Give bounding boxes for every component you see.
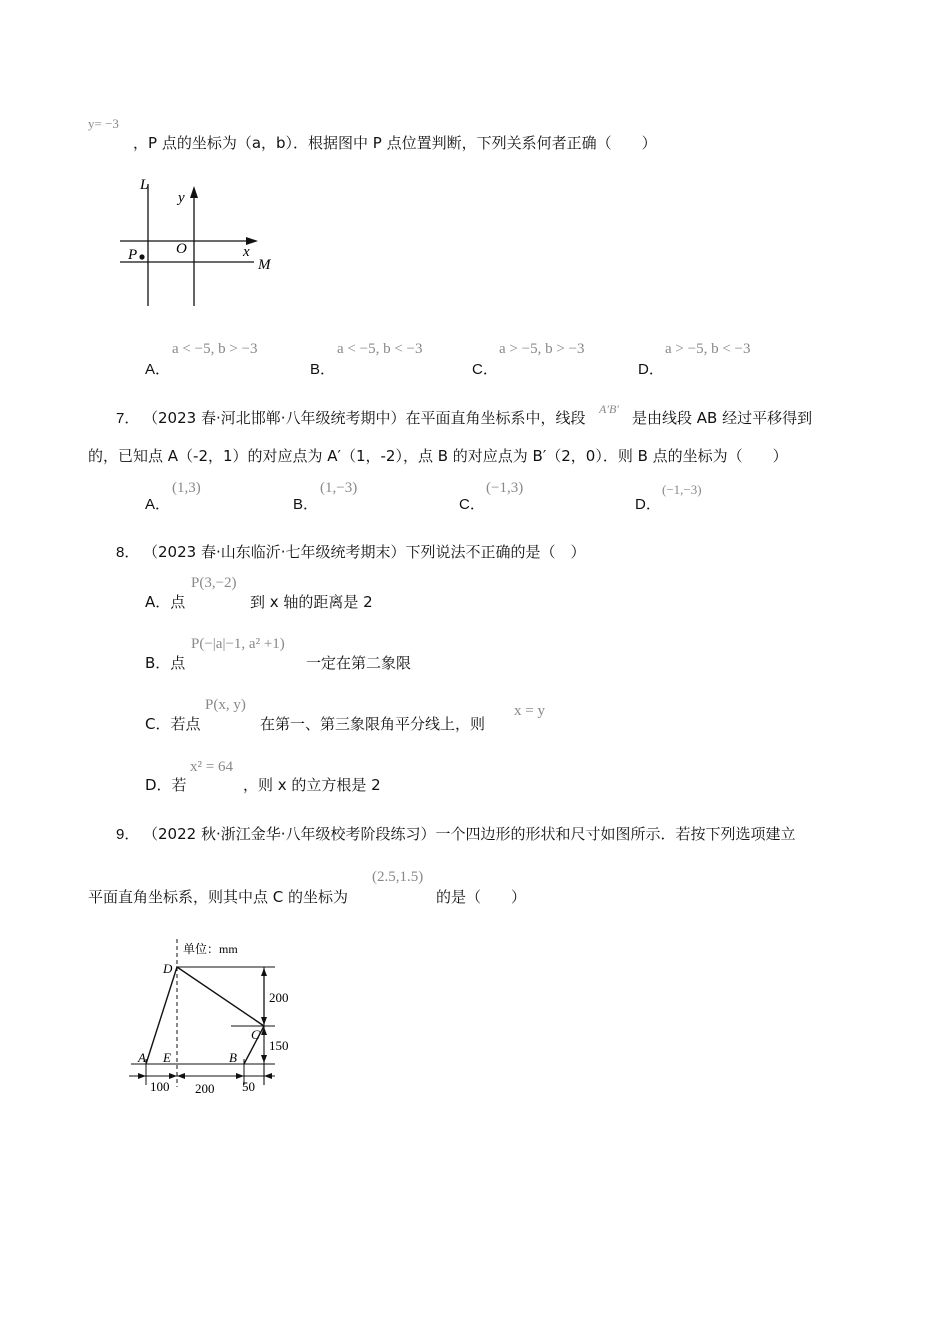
q7-number: 7． [116, 410, 140, 427]
label-P: P [128, 247, 138, 263]
unit-label: 单位：mm [183, 942, 238, 956]
label-E: E [163, 1050, 171, 1065]
q6-option-c-math: a > −5, b > −3 [499, 341, 585, 357]
q7-line2: 的，已知点 A（-2，1）的对应点为 A′（1，-2），点 B 的对应点为 B′（2，0）．则 B 点的坐标为（ ） [88, 447, 788, 465]
q9-line2-a: 平面直角坐标系，则其中点 C 的坐标为 [88, 888, 349, 906]
q8-option-a-label: A．点 [145, 593, 186, 611]
q9-figure [125, 935, 305, 1097]
q8-option-d-text: ，则 x 的立方根是 2 [243, 776, 381, 794]
q8-number: 8． [116, 544, 140, 561]
dim-50: 50 [242, 1079, 255, 1094]
q7-option-d-label: D． [635, 496, 661, 513]
arrow-150-bottom [261, 1055, 267, 1063]
q8-option-a-text: 到 x 轴的距离是 2 [250, 593, 373, 611]
dim-150: 150 [269, 1038, 289, 1053]
q7-option-c-label: C． [459, 496, 485, 513]
q8-option-c-text: 在第一、第三象限角平分线上，则 [260, 715, 486, 733]
q6-option-d-math: a > −5, b < −3 [665, 341, 751, 357]
q7-option-a-math: (1,3) [172, 480, 201, 496]
label-D: D [163, 961, 173, 976]
q6-option-b-math: a < −5, b < −3 [337, 341, 423, 357]
q7-option-c-math: (−1,3) [486, 480, 524, 496]
q7-option-a-label: A． [145, 496, 171, 513]
label-C: C [251, 1027, 260, 1042]
q7-option-b-label: B． [293, 496, 319, 513]
q7-option-d-math: (−1,−3) [662, 482, 702, 497]
q7-line1-a: （2023 春·河北邯郸·八年级统考期中）在平面直角坐标系中，线段 [143, 409, 586, 427]
q8-option-c-label: C．若点 [145, 715, 201, 733]
dim-100: 100 [150, 1079, 170, 1094]
q6-option-d-label: D． [638, 361, 664, 378]
q6-option-a-label: A． [145, 361, 171, 378]
q8-option-b-label: B．点 [145, 654, 186, 672]
q9-stem: （2022 秋·浙江金华·八年级校考阶段练习）一个四边形的形状和尺寸如图所示．若按下列选项建立 [143, 825, 796, 843]
q8-option-d-label: D．若 [145, 776, 187, 794]
q6-stem: ，P 点的坐标为（a，b）．根据图中 P 点位置判断，下列关系何者正确（ ） [133, 134, 657, 152]
arrow-200-top [261, 968, 267, 976]
q8-option-c-math: P(x, y) [205, 697, 246, 713]
label-M: M [258, 257, 271, 273]
q9-number: 9． [116, 826, 140, 843]
label-L: L [140, 177, 149, 193]
point-P [139, 254, 144, 259]
q8-option-b-text: 一定在第二象限 [306, 654, 412, 672]
q8-option-a-math: P(3,−2) [191, 575, 237, 591]
q8-option-c-math2: x = y [514, 703, 545, 719]
label-B: B [229, 1050, 237, 1065]
q8-option-b-math: P(−|a|−1, a² +1) [191, 636, 285, 652]
label-A: A [138, 1050, 146, 1065]
q6-option-a-math: a < −5, b > −3 [172, 341, 258, 357]
q7-line1-b: 是由线段 AB 经过平移得到 [632, 409, 813, 427]
q7-segment: A′B′ [599, 402, 619, 416]
label-y: y [178, 190, 185, 206]
label-O: O [176, 241, 187, 257]
label-x: x [243, 244, 250, 260]
q6-equation: y= −3 [88, 116, 119, 131]
q7-option-b-math: (1,−3) [320, 480, 358, 496]
dim-200-vertical: 200 [269, 990, 289, 1005]
q8-stem: （2023 春·山东临沂·七年级统考期末）下列说法不正确的是（ ） [143, 543, 586, 561]
q6-figure [112, 170, 292, 310]
q9-line2-b: 的是（ ） [436, 888, 527, 906]
y-arrow [190, 186, 198, 198]
q9-math: (2.5,1.5) [372, 869, 424, 885]
q6-option-b-label: B． [310, 361, 336, 378]
dim-200-horizontal: 200 [195, 1081, 215, 1096]
q6-option-c-label: C． [472, 361, 498, 378]
q8-option-d-math: x² = 64 [190, 759, 233, 775]
